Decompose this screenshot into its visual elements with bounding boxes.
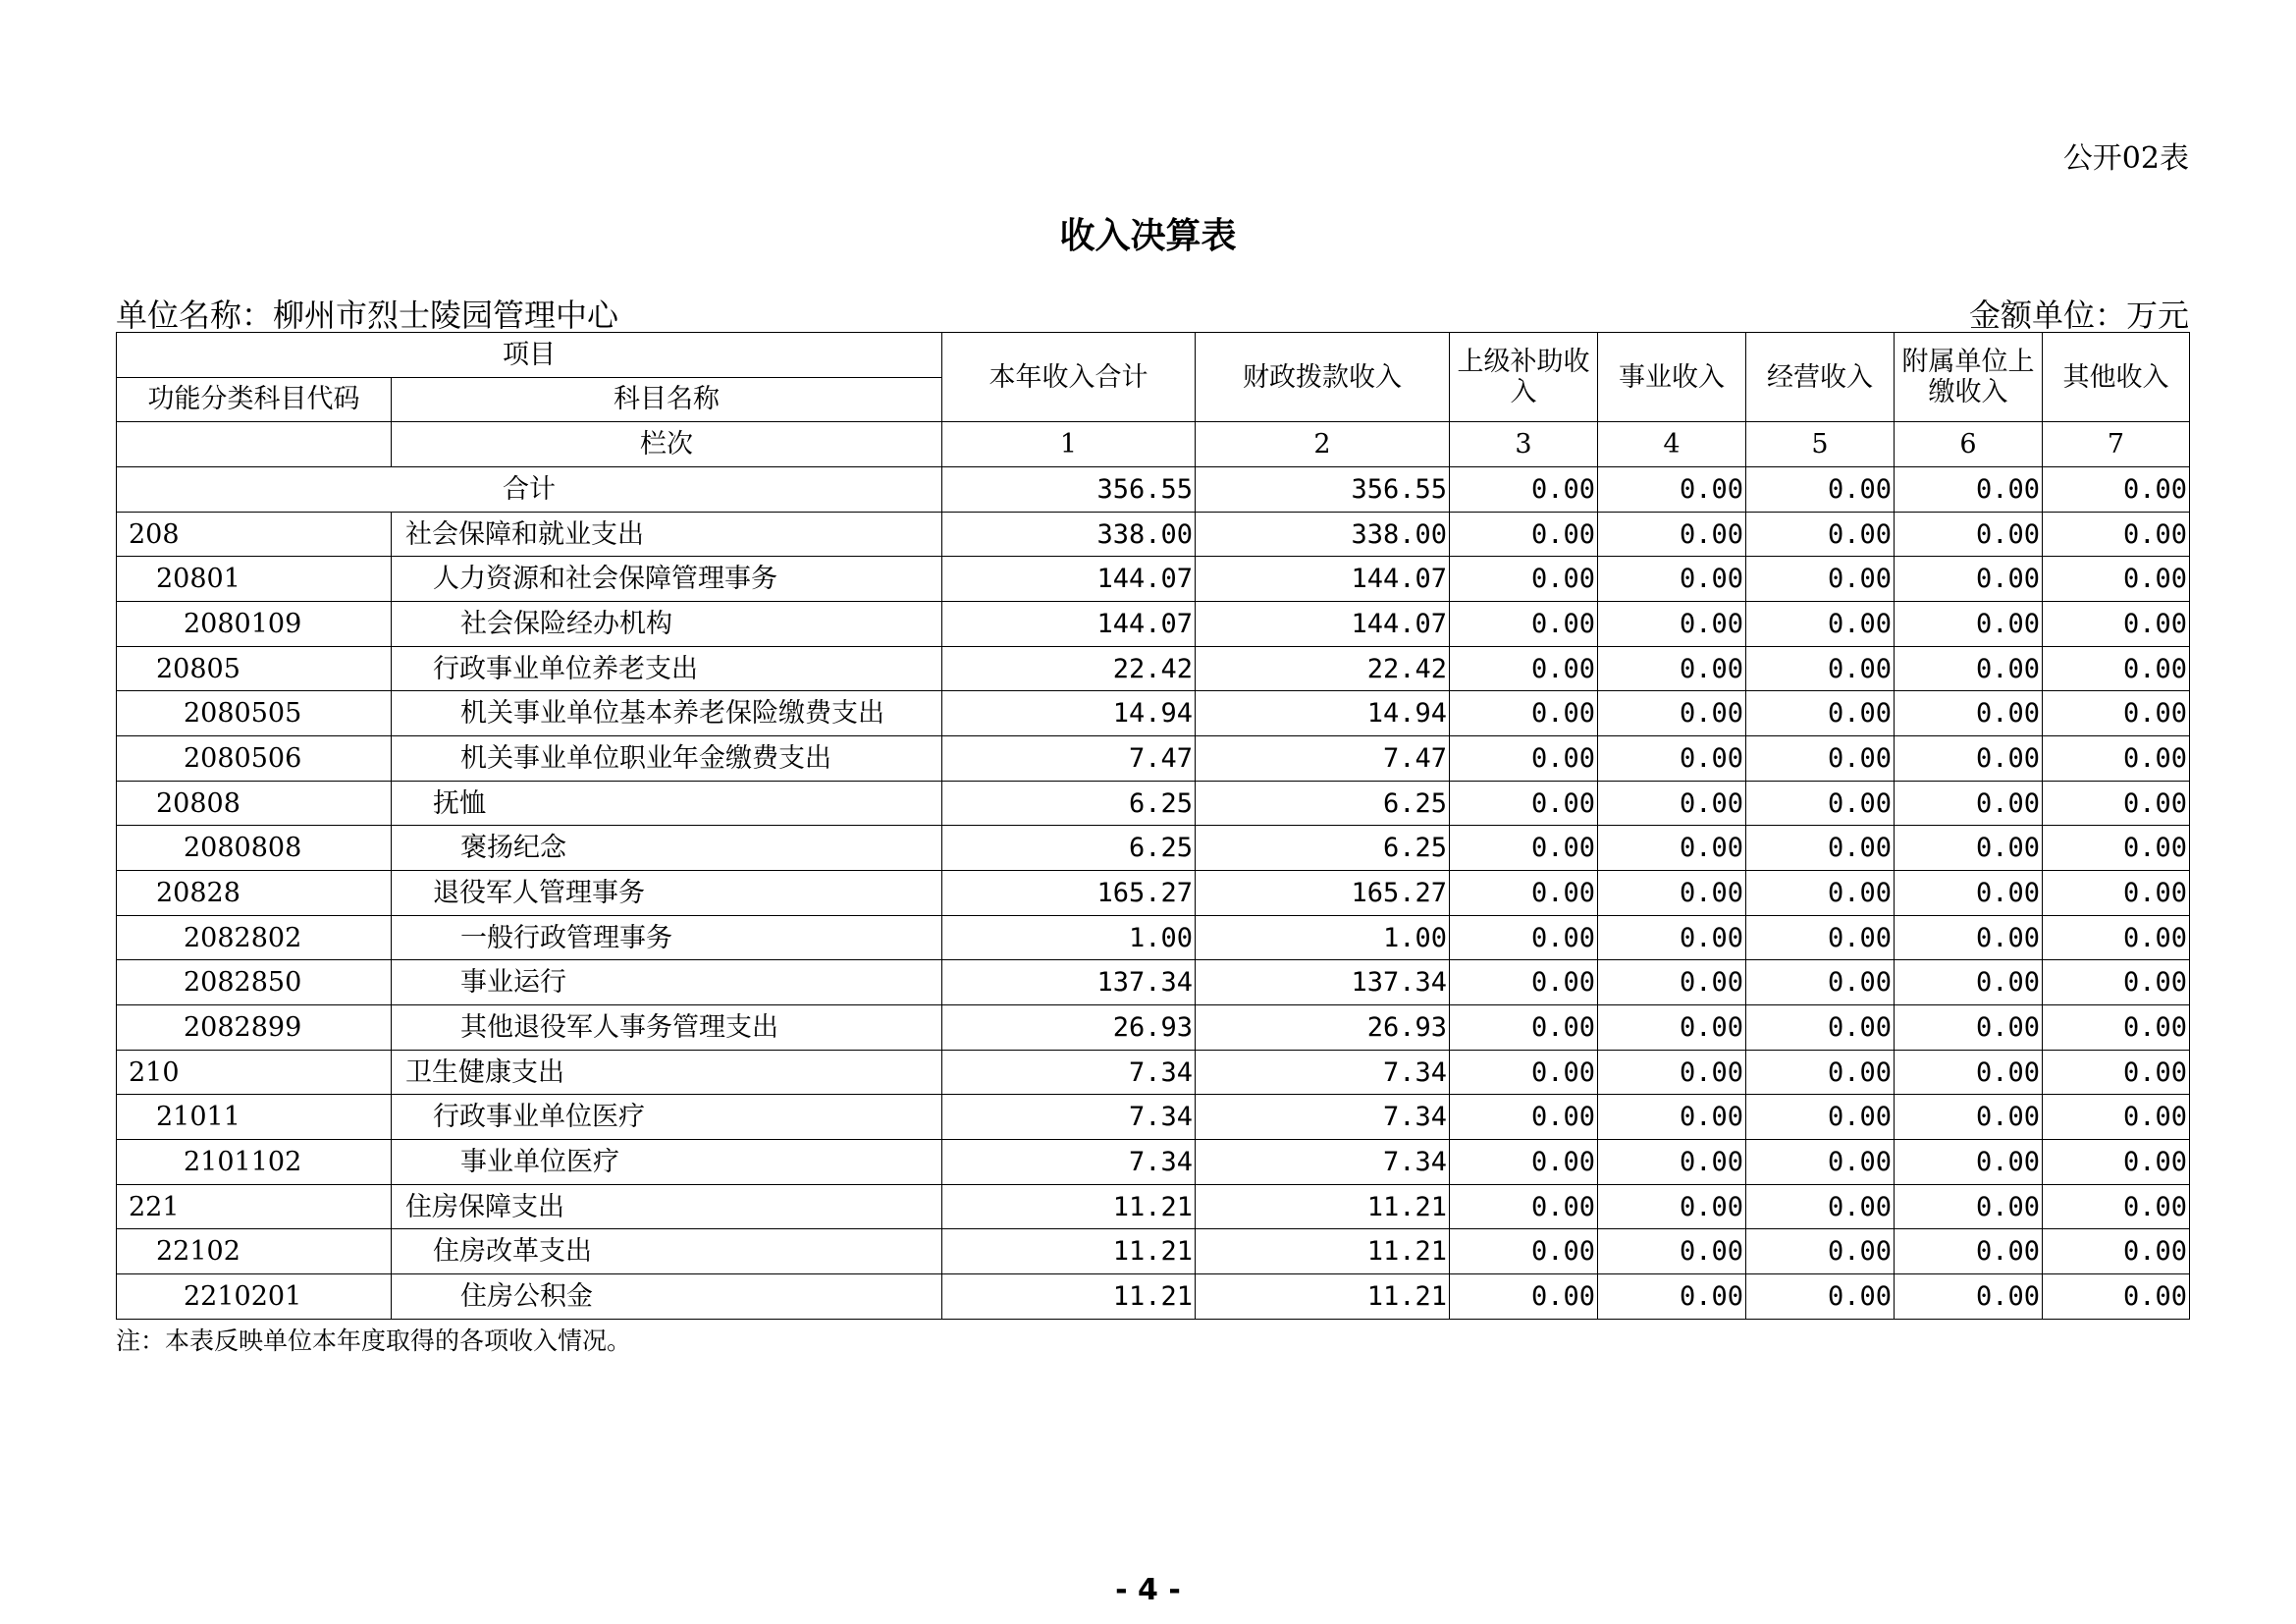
row-value: 0.00 [1746,826,1895,871]
table-row [117,1274,2190,1320]
row-value: 144.07 [1196,557,1450,602]
row-value: 0.00 [1598,557,1746,602]
header-func-code: 功能分类科目代码 [117,377,392,422]
row-name: 机关事业单位职业年金缴费支出 [392,736,942,782]
row-code: 22102 [117,1229,392,1274]
row-name: 机关事业单位基本养老保险缴费支出 [392,691,942,736]
row-value: 11.21 [942,1229,1196,1274]
header-project: 项目 [117,333,942,378]
total-label: 合计 [117,467,942,513]
row-value: 1.00 [942,915,1196,960]
row-code: 2080109 [117,602,392,647]
row-name: 抚恤 [392,781,942,826]
row-value: 0.00 [1598,871,1746,916]
row-code: 221 [117,1184,392,1229]
row-value: 6.25 [942,781,1196,826]
row-value: 0.00 [2043,1274,2190,1320]
unit-name: 单位名称：柳州市烈士陵园管理中心 [116,297,619,334]
row-value: 11.21 [1196,1229,1450,1274]
row-value: 0.00 [1895,1274,2043,1320]
row-value: 0.00 [1895,736,2043,782]
row-value: 7.34 [942,1095,1196,1140]
row-value: 0.00 [1450,1274,1598,1320]
row-value: 0.00 [1895,1050,2043,1095]
row-code: 21011 [117,1095,392,1140]
row-code: 2082802 [117,915,392,960]
row-value: 144.07 [1196,602,1450,647]
row-value: 165.27 [1196,871,1450,916]
row-value: 0.00 [1598,915,1746,960]
row-value: 0.00 [1450,1140,1598,1185]
column-number: 3 [1450,422,1598,467]
row-name: 住房改革支出 [392,1229,942,1274]
table-row [117,1229,2190,1274]
row-value: 22.42 [1196,646,1450,691]
header-col-5: 经营收入 [1746,333,1895,422]
header-col-3: 上级补助收入 [1450,333,1598,422]
row-value: 0.00 [1450,960,1598,1005]
row-value: 0.00 [1450,1095,1598,1140]
row-value: 0.00 [1895,512,2043,557]
row-value: 0.00 [1450,691,1598,736]
header-col-4: 事业收入 [1598,333,1746,422]
row-code: 210 [117,1050,392,1095]
row-name: 褒扬纪念 [392,826,942,871]
row-value: 0.00 [1450,1005,1598,1051]
row-value: 0.00 [1450,1184,1598,1229]
row-name: 卫生健康支出 [392,1050,942,1095]
row-value: 7.47 [942,736,1196,782]
row-value: 0.00 [1746,1229,1895,1274]
row-value: 144.07 [942,602,1196,647]
table-row [117,602,2190,647]
row-value: 14.94 [1196,691,1450,736]
table-note: 注：本表反映单位本年度取得的各项收入情况。 [116,1326,632,1355]
row-value: 0.00 [1746,691,1895,736]
row-value: 0.00 [1598,736,1746,782]
row-value: 0.00 [1598,691,1746,736]
row-value: 0.00 [2043,1095,2190,1140]
row-value: 137.34 [1196,960,1450,1005]
table-row [117,1184,2190,1229]
row-value: 7.34 [1196,1140,1450,1185]
column-number: 4 [1598,422,1746,467]
table-row [117,915,2190,960]
row-code: 20828 [117,871,392,916]
row-value: 0.00 [1450,1050,1598,1095]
row-name: 退役军人管理事务 [392,871,942,916]
row-value: 0.00 [1895,871,2043,916]
row-value: 0.00 [1746,1184,1895,1229]
row-value: 6.25 [942,826,1196,871]
row-value: 14.94 [942,691,1196,736]
row-value: 0.00 [2043,826,2190,871]
row-value: 26.93 [942,1005,1196,1051]
row-value: 0.00 [2043,557,2190,602]
row-value: 0.00 [2043,512,2190,557]
row-code: 20808 [117,781,392,826]
row-value: 0.00 [1450,602,1598,647]
row-value: 0.00 [1598,1005,1746,1051]
row-value: 0.00 [1895,826,2043,871]
row-value: 0.00 [1598,1050,1746,1095]
row-name: 行政事业单位养老支出 [392,646,942,691]
row-value: 0.00 [1895,1140,2043,1185]
row-value: 0.00 [1746,512,1895,557]
row-value: 0.00 [1895,602,2043,647]
row-code: 20805 [117,646,392,691]
column-number: 6 [1895,422,2043,467]
row-value: 0.00 [1895,960,2043,1005]
table-id: 公开02表 [2062,141,2189,176]
row-value: 0.00 [1598,1095,1746,1140]
row-code: 20801 [117,557,392,602]
row-value: 0.00 [1746,736,1895,782]
row-value: 338.00 [942,512,1196,557]
row-value: 0.00 [1895,1229,2043,1274]
total-value: 0.00 [1895,467,2043,513]
row-value: 0.00 [1895,1095,2043,1140]
row-name: 其他退役军人事务管理支出 [392,1005,942,1051]
row-name: 人力资源和社会保障管理事务 [392,557,942,602]
row-value: 0.00 [1746,1140,1895,1185]
row-name: 社会保障和就业支出 [392,512,942,557]
row-value: 7.34 [1196,1050,1450,1095]
row-code: 2101102 [117,1140,392,1185]
row-value: 144.07 [942,557,1196,602]
row-value: 0.00 [2043,781,2190,826]
total-row [117,467,2190,513]
row-value: 338.00 [1196,512,1450,557]
row-value: 0.00 [1746,781,1895,826]
row-value: 22.42 [942,646,1196,691]
row-code: 2080506 [117,736,392,782]
row-value: 11.21 [1196,1184,1450,1229]
row-value: 0.00 [2043,960,2190,1005]
row-value: 0.00 [1598,646,1746,691]
row-value: 0.00 [1598,602,1746,647]
column-order-label: 栏次 [392,422,942,467]
table-row [117,871,2190,916]
row-name: 住房保障支出 [392,1184,942,1229]
row-value: 0.00 [1746,960,1895,1005]
table-row [117,557,2190,602]
row-value: 137.34 [942,960,1196,1005]
column-number: 7 [2043,422,2190,467]
row-value: 0.00 [1598,960,1746,1005]
header-col-6: 附属单位上缴收入 [1895,333,2043,422]
row-value: 26.93 [1196,1005,1450,1051]
row-name: 一般行政管理事务 [392,915,942,960]
column-number: 5 [1746,422,1895,467]
row-value: 0.00 [2043,1050,2190,1095]
row-value: 0.00 [1746,1050,1895,1095]
table-row [117,736,2190,782]
column-number: 1 [942,422,1196,467]
row-value: 165.27 [942,871,1196,916]
header-col-2: 财政拨款收入 [1196,333,1450,422]
row-value: 0.00 [2043,646,2190,691]
row-value: 0.00 [1598,1184,1746,1229]
row-name: 事业运行 [392,960,942,1005]
row-name: 行政事业单位医疗 [392,1095,942,1140]
row-value: 0.00 [2043,602,2190,647]
header-col-1: 本年收入合计 [942,333,1196,422]
table-row [117,781,2190,826]
row-value: 0.00 [2043,691,2190,736]
row-value: 0.00 [1895,691,2043,736]
row-value: 0.00 [1598,781,1746,826]
row-value: 0.00 [1450,826,1598,871]
header-subject-name: 科目名称 [392,377,942,422]
row-value: 0.00 [1746,557,1895,602]
row-value: 0.00 [1895,781,2043,826]
row-value: 7.47 [1196,736,1450,782]
amount-unit: 金额单位：万元 [1968,297,2189,334]
column-number-blank [117,422,392,467]
row-value: 0.00 [1598,1274,1746,1320]
row-value: 0.00 [1598,826,1746,871]
row-value: 0.00 [1450,781,1598,826]
row-value: 0.00 [1895,646,2043,691]
table-row [117,1095,2190,1140]
table-row [117,1050,2190,1095]
row-code: 208 [117,512,392,557]
row-value: 7.34 [942,1140,1196,1185]
row-value: 0.00 [1598,512,1746,557]
row-value: 0.00 [1450,915,1598,960]
row-value: 0.00 [1895,1184,2043,1229]
row-code: 2082850 [117,960,392,1005]
row-value: 0.00 [1450,871,1598,916]
row-code: 2080808 [117,826,392,871]
page-number: - 4 - [1115,1573,1181,1607]
row-name: 社会保险经办机构 [392,602,942,647]
row-value: 0.00 [1746,646,1895,691]
row-code: 2080505 [117,691,392,736]
row-value: 0.00 [1746,602,1895,647]
row-name: 事业单位医疗 [392,1140,942,1185]
header-row-1 [117,333,2190,378]
row-code: 2082899 [117,1005,392,1051]
header-col-7: 其他收入 [2043,333,2190,422]
row-value: 0.00 [2043,871,2190,916]
row-value: 0.00 [1746,1095,1895,1140]
row-value: 7.34 [1196,1095,1450,1140]
column-number-row [117,422,2190,467]
table-row [117,646,2190,691]
total-value: 356.55 [942,467,1196,513]
total-value: 356.55 [1196,467,1450,513]
row-value: 0.00 [1746,1274,1895,1320]
row-name: 住房公积金 [392,1274,942,1320]
row-value: 0.00 [1895,1005,2043,1051]
row-value: 0.00 [2043,1229,2190,1274]
row-value: 1.00 [1196,915,1450,960]
row-value: 0.00 [1598,1229,1746,1274]
row-value: 0.00 [1598,1140,1746,1185]
page-title: 收入决算表 [1059,216,1237,256]
row-value: 11.21 [942,1184,1196,1229]
table-row [117,826,2190,871]
row-value: 0.00 [2043,1184,2190,1229]
row-value: 0.00 [1450,1229,1598,1274]
table-row [117,1005,2190,1051]
row-code: 2210201 [117,1274,392,1320]
row-value: 0.00 [1450,646,1598,691]
row-value: 6.25 [1196,781,1450,826]
total-value: 0.00 [2043,467,2190,513]
row-value: 0.00 [2043,1005,2190,1051]
column-number: 2 [1196,422,1450,467]
total-value: 0.00 [1598,467,1746,513]
row-value: 0.00 [1895,557,2043,602]
row-value: 0.00 [2043,1140,2190,1185]
row-value: 0.00 [1746,915,1895,960]
row-value: 11.21 [1196,1274,1450,1320]
table-row [117,691,2190,736]
total-value: 0.00 [1746,467,1895,513]
row-value: 11.21 [942,1274,1196,1320]
table-row [117,960,2190,1005]
income-table [116,332,2190,1320]
row-value: 0.00 [1450,736,1598,782]
row-value: 0.00 [1746,1005,1895,1051]
row-value: 7.34 [942,1050,1196,1095]
row-value: 0.00 [1450,557,1598,602]
row-value: 0.00 [1450,512,1598,557]
row-value: 0.00 [2043,915,2190,960]
row-value: 6.25 [1196,826,1450,871]
table-row [117,512,2190,557]
row-value: 0.00 [1746,871,1895,916]
table-row [117,1140,2190,1185]
row-value: 0.00 [1895,915,2043,960]
row-value: 0.00 [2043,736,2190,782]
total-value: 0.00 [1450,467,1598,513]
